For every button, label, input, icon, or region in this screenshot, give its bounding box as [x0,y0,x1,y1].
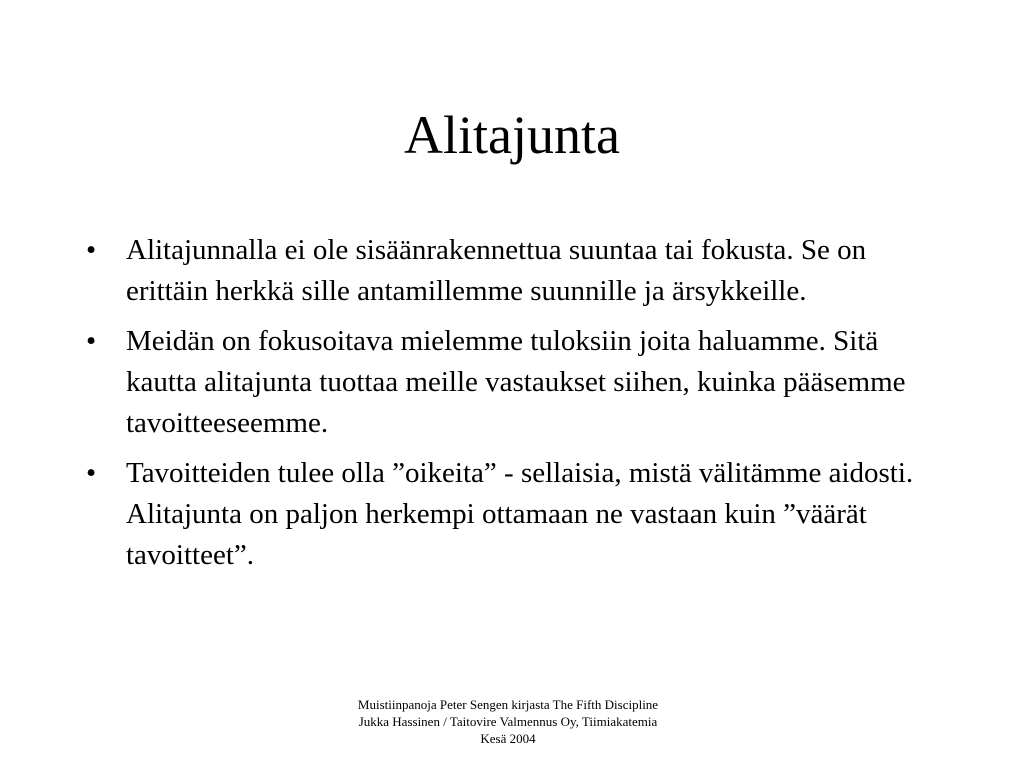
bullet-item [86,453,946,576]
bullet-text: Tavoitteiden tulee olla ”oikeita” - sellaisia, mistä välitämme aidosti. Alitajunta on paljon herkempi ottamaan ne vastaan kuin ”väärät tavoitteet”. [126,457,914,571]
bullet-dot-icon: • [86,234,97,266]
bullet-text: Alitajunnalla ei ole sisäänrakennettua suuntaa tai fokusta. Se on erittäin herkkä sille antamillemme suunnille ja ärsykkeille. [126,234,867,307]
bullet-item [86,230,946,312]
footer-line: Kesä 2004 [480,731,536,746]
bullet-item [86,321,946,444]
bullet-dot-icon: • [86,457,97,489]
footer-line: Jukka Hassinen / Taitovire Valmennus Oy, Tiimiakatemia [358,714,658,729]
slide-footer [0,696,1016,747]
bullet-text: Meidän on fokusoitava mielemme tuloksiin joita haluamme. Sitä kautta alitajunta tuottaa meille vastaukset siihen, kuinka pääsemme tavoitteeseemme. [126,325,906,439]
footer-line: Muistiinpanoja Peter Sengen kirjasta The Fifth Discipline [357,697,659,712]
bullet-dot-icon: • [86,325,97,357]
slide-title: Alitajunta [404,105,620,165]
bullet-list [86,230,946,585]
